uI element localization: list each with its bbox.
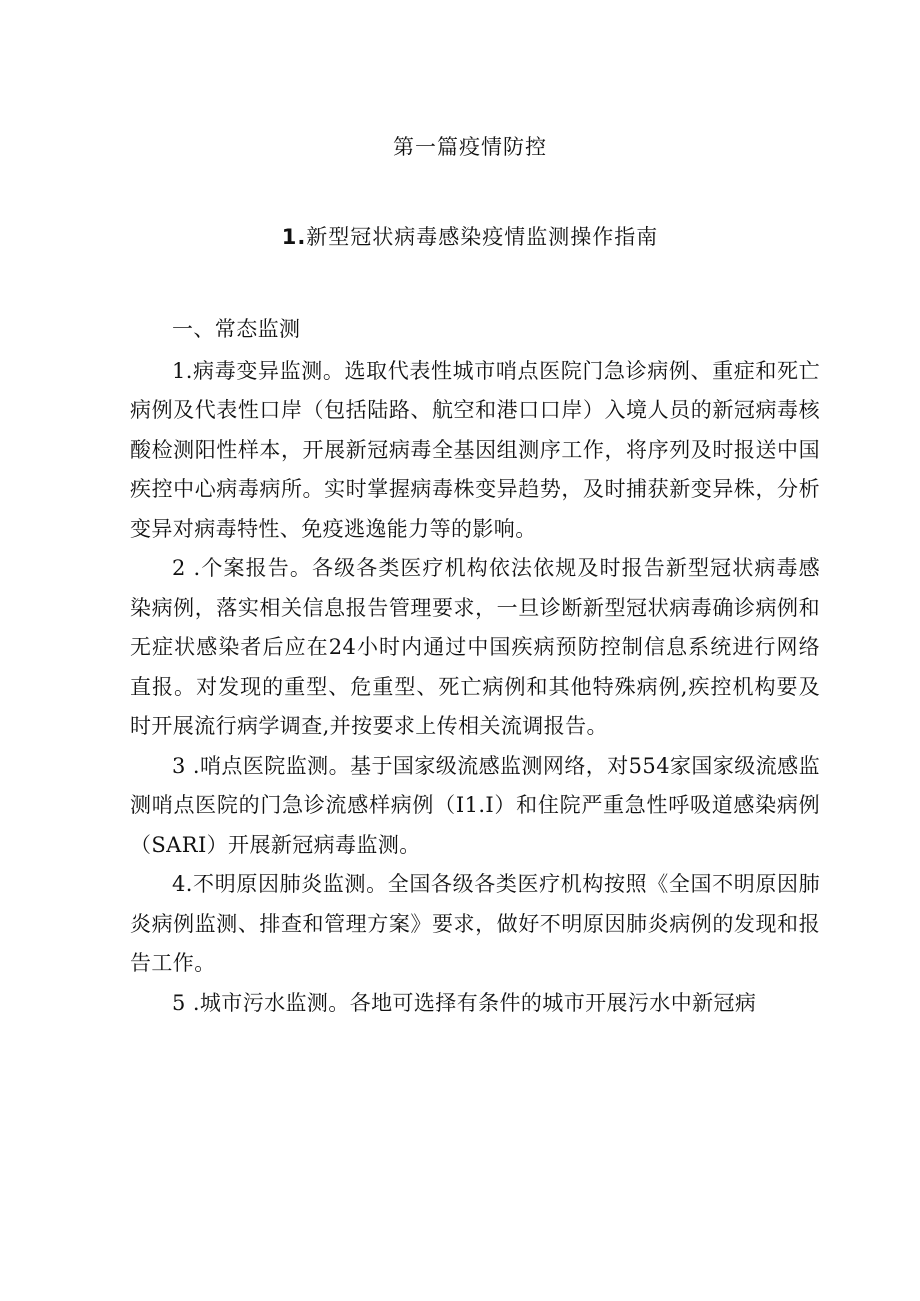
paragraph-case-reporting: 2 .个案报告。各级各类医疗机构依法依规及时报告新型冠状病毒感染病例，落实相关信息报告管理要求，一旦诊断新型冠状病毒确诊病例和无症状感染者后应在24小时内通过中国疾病预防控制信息系统进行网络直报。对发现的重型、危重型、死亡病例和其他特殊病例,疾控机构要及时开展流行病学调查,并按要求上传相关流调报告。 xyxy=(130,556,820,738)
chapter-title-text: 新型冠状病毒感染疫情监测操作指南 xyxy=(306,225,659,249)
section-heading: 一、常态监测 xyxy=(172,317,301,341)
document-body xyxy=(130,310,820,1023)
chapter-number: 1. xyxy=(281,225,307,249)
paragraph-unexplained-pneumonia-monitoring: 4.不明原因肺炎监测。全国各级各类医疗机构按照《全国不明原因肺炎病例监测、排查和管理方案》要求，做好不明原因肺炎病例的发现和报告工作。 xyxy=(130,872,820,975)
paragraph-urban-sewage-monitoring: 5 .城市污水监测。各地可选择有条件的城市开展污水中新冠病 xyxy=(172,990,757,1015)
chapter-title xyxy=(0,222,920,252)
paragraph-sentinel-hospital-monitoring: 3 .哨点医院监测。基于国家级流感监测网络，对554家国家级流感监测哨点医院的门急诊流感样病例（I1.I）和住院严重急性呼吸道感染病例（SARI）开展新冠病毒监测。 xyxy=(130,753,820,857)
paragraph-virus-variant-monitoring: 1.病毒变异监测。选取代表性城市哨点医院门急诊病例、重症和死亡病例及代表性口岸（包括陆路、航空和港口口岸）入境人员的新冠病毒核酸检测阳性样本，开展新冠病毒全基因组测序工作，将序列及时报送中国疾控中心病毒病所。实时掌握病毒株变异趋势，及时捕获新变异株，分析变异对病毒特性、免疫逃逸能力等的影响。 xyxy=(130,358,820,541)
part-title: 第一篇疫情防控 xyxy=(393,135,547,159)
